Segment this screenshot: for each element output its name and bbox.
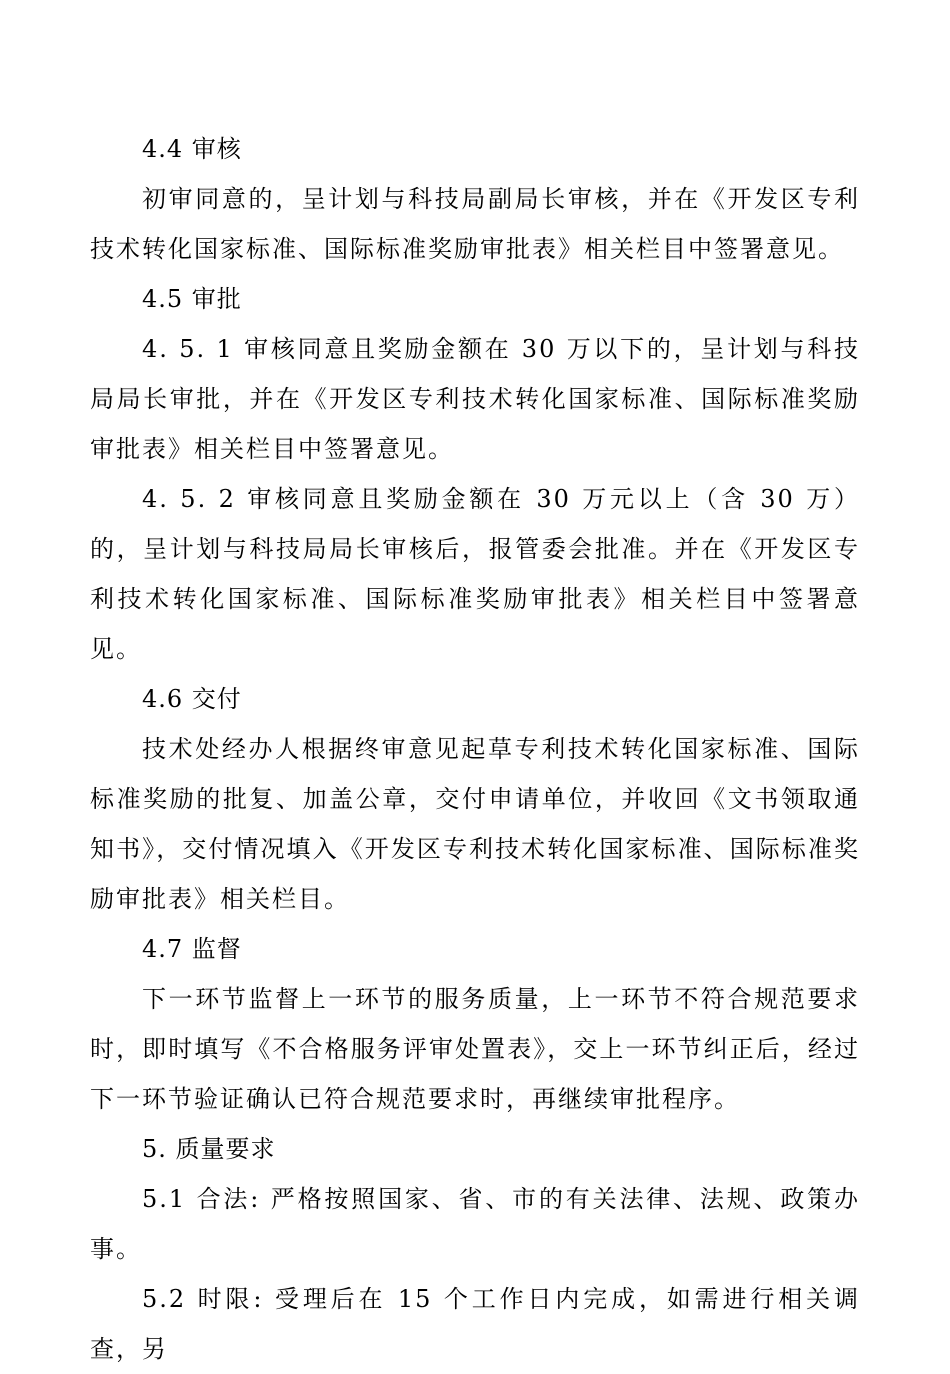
section-heading-4-5: 4.5 审批 <box>142 285 242 313</box>
paragraph-4-6-body: 技术处经办人根据终审意见起草专利技术转化国家标准、国际标准奖励的批复、加盖公章，交付申请单位，并收回《文书领取通知书》，交付情况填入《开发区专利技术转化国家标准、国际标准奖励审批表》相关栏目。 <box>90 735 860 913</box>
section-heading-4-6: 4.6 交付 <box>142 685 242 713</box>
paragraph-4-4-body: 初审同意的，呈计划与科技局副局长审核，并在《开发区专利技术转化国家标准、国际标准奖励审批表》相关栏目中签署意见。 <box>90 185 860 263</box>
section-heading-5: 5. 质量要求 <box>142 1135 276 1163</box>
section-heading-4-4: 4.4 审核 <box>142 135 242 163</box>
paragraph-4-7-body: 下一环节监督上一环节的服务质量，上一环节不符合规范要求时，即时填写《不合格服务评审处置表》，交上一环节纠正后，经过下一环节验证确认已符合规范要求时，再继续审批程序。 <box>90 985 860 1113</box>
paragraph-5-2: 5.2 时限: 受理后在 15 个工作日内完成，如需进行相关调查，另 <box>90 1285 860 1363</box>
paragraph-4-5-1: 4. 5. 1 审核同意且奖励金额在 30 万以下的，呈计划与科技局局长审批，并在《开发区专利技术转化国家标准、国际标准奖励审批表》相关栏目中签署意见。 <box>90 335 860 463</box>
paragraph-5-1: 5.1 合法: 严格按照国家、省、市的有关法律、法规、政策办事。 <box>90 1185 860 1263</box>
section-heading-4-7: 4.7 监督 <box>142 935 242 963</box>
paragraph-4-5-2: 4. 5. 2 审核同意且奖励金额在 30 万元以上（含 30 万）的，呈计划与科技局局长审核后，报管委会批准。并在《开发区专利技术转化国家标准、国际标准奖励审批表》相关栏目中签署意见。 <box>90 485 860 663</box>
document-body <box>90 124 860 1374</box>
